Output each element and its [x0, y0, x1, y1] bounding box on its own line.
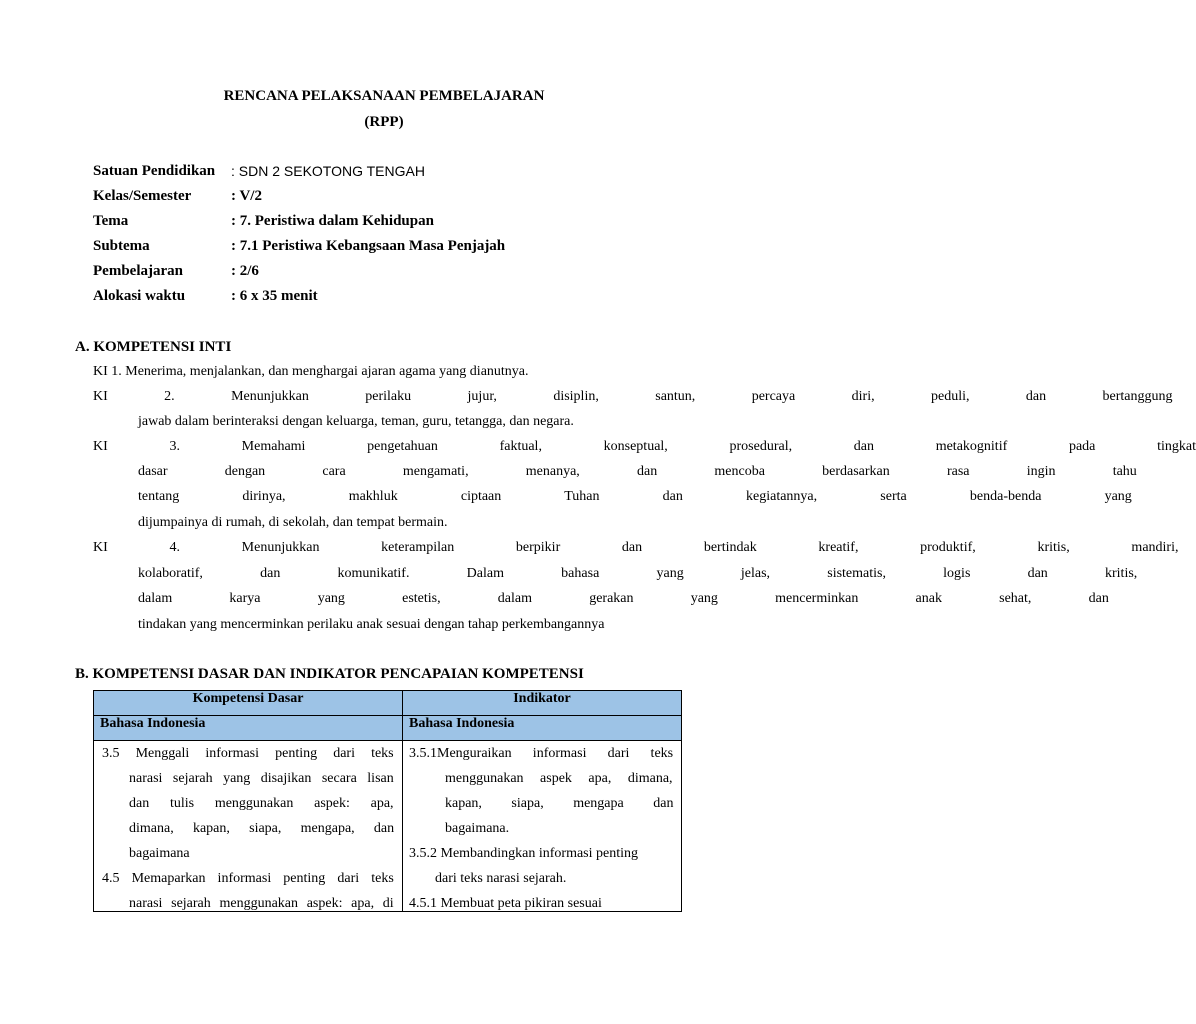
meta-value: : 7.1 Peristiwa Kebangsaan Masa Penjajah: [231, 238, 506, 254]
kd-line: [102, 871, 394, 887]
ki-2-line-1: [93, 389, 1173, 405]
table-subheader-row: [94, 716, 682, 741]
kd-line: [129, 896, 394, 912]
meta-label: Tema: [93, 213, 129, 229]
ki-4-line-2: [138, 566, 1138, 582]
kd-text: dimana, kapan, siapa, mengapa, dan: [129, 821, 395, 836]
ki-4-line-4: tindakan yang mencerminkan perilaku anak sesuai dengan tahap perkembangannya: [138, 617, 605, 632]
ki-text: dalam karya yang estetis, dalam gerakan yang mencerminkan anak sehat, dan: [138, 591, 1109, 606]
kd-line: [129, 771, 394, 787]
kd-text: dan tulis menggunakan aspek: apa,: [129, 796, 394, 811]
section-heading-kompetensi-dasar: B. KOMPETENSI DASAR DAN INDIKATOR PENCAPAIAN KOMPETENSI: [75, 666, 584, 682]
ki-3-line-2: [138, 464, 1137, 480]
indikator-line: [445, 771, 673, 787]
kd-line: [129, 796, 394, 812]
kd-line: [129, 821, 394, 837]
table-row: [94, 741, 682, 912]
kompetensi-table: [93, 690, 682, 912]
column-header-kompetensi-dasar: Kompetensi Dasar: [94, 691, 403, 716]
ki-1: KI 1. Menerima, menjalankan, dan menghargai ajaran agama yang dianutnya.: [93, 364, 529, 379]
subheader-bahasa-indonesia-indikator: Bahasa Indonesia: [403, 716, 682, 741]
kd-text: 3.5 Menggali informasi penting dari teks: [102, 746, 394, 761]
meta-value: : SDN 2 SEKOTONG TENGAH: [231, 163, 425, 179]
meta-value: : 7. Peristiwa dalam Kehidupan: [231, 213, 434, 229]
ki-4-line-1: [93, 540, 1179, 556]
subheader-bahasa-indonesia-kd: Bahasa Indonesia: [94, 716, 403, 741]
indikator-line: 3.5.2 Membandingkan informasi penting: [409, 846, 639, 861]
indikator-line: [445, 796, 673, 812]
indikator-text: 3.5.1Menguraikan informasi dari teks: [409, 746, 674, 761]
meta-label: Subtema: [93, 238, 150, 254]
ki-text: KI 3. Memahami pengetahuan faktual, konseptual, prosedural, dan metakognitif pada tingkat: [93, 439, 1196, 454]
ki-text: dasar dengan cara mengamati, menanya, dan mencoba berdasarkan rasa ingin tahu: [138, 464, 1137, 479]
ki-3-line-1: [93, 439, 1196, 455]
table-header-row: [94, 691, 682, 716]
indikator-line: 4.5.1 Membuat peta pikiran sesuai: [409, 896, 602, 911]
ki-3-line-4: dijumpainya di rumah, di sekolah, dan tempat bermain.: [138, 515, 448, 530]
document-subtitle: (RPP): [364, 114, 404, 130]
indikator-cell: [403, 741, 682, 912]
meta-label: Kelas/Semester: [93, 188, 192, 204]
meta-label: Alokasi waktu: [93, 288, 186, 304]
indikator-line: bagaimana.: [445, 821, 510, 836]
meta-value: : V/2: [231, 188, 262, 204]
meta-value: : 6 x 35 menit: [231, 288, 318, 304]
ki-4-line-3: [138, 591, 1109, 607]
kd-line: bagaimana: [129, 846, 190, 861]
ki-2-line-2: jawab dalam berinteraksi dengan keluarga, teman, guru, tetangga, dan negara.: [138, 414, 574, 429]
meta-value: : 2/6: [231, 263, 259, 279]
ki-text: kolaboratif, dan komunikatif. Dalam bahasa yang jelas, sistematis, logis dan kritis,: [138, 566, 1138, 581]
meta-label: Satuan Pendidikan: [93, 163, 216, 179]
column-header-indikator: Indikator: [403, 691, 682, 716]
ki-3-line-3: [138, 489, 1132, 505]
kd-text: 4.5 Memaparkan informasi penting dari teks: [102, 871, 394, 886]
indikator-line: [409, 746, 673, 762]
ki-text: KI 2. Menunjukkan perilaku jujur, disiplin, santun, percaya diri, peduli, dan bertanggung: [93, 389, 1173, 404]
section-heading-kompetensi-inti: A. KOMPETENSI INTI: [75, 339, 232, 355]
ki-text: tentang dirinya, makhluk ciptaan Tuhan dan kegiatannya, serta benda-benda yang: [138, 489, 1132, 504]
indikator-text: menggunakan aspek apa, dimana,: [445, 771, 673, 786]
meta-label: Pembelajaran: [93, 263, 183, 279]
ki-text: KI 4. Menunjukkan keterampilan berpikir dan bertindak kreatif, produktif, kritis, mandiri,: [93, 540, 1179, 555]
kd-cell: [94, 741, 403, 912]
kd-line: [102, 746, 394, 762]
indikator-line: dari teks narasi sejarah.: [435, 871, 567, 886]
indikator-text: kapan, siapa, mengapa dan: [445, 796, 674, 811]
document-title: RENCANA PELAKSANAAN PEMBELAJARAN: [223, 88, 545, 104]
kd-text: narasi sejarah yang disajikan secara lisan: [129, 771, 394, 786]
kd-text: narasi sejarah menggunakan aspek: apa, di: [129, 896, 394, 911]
